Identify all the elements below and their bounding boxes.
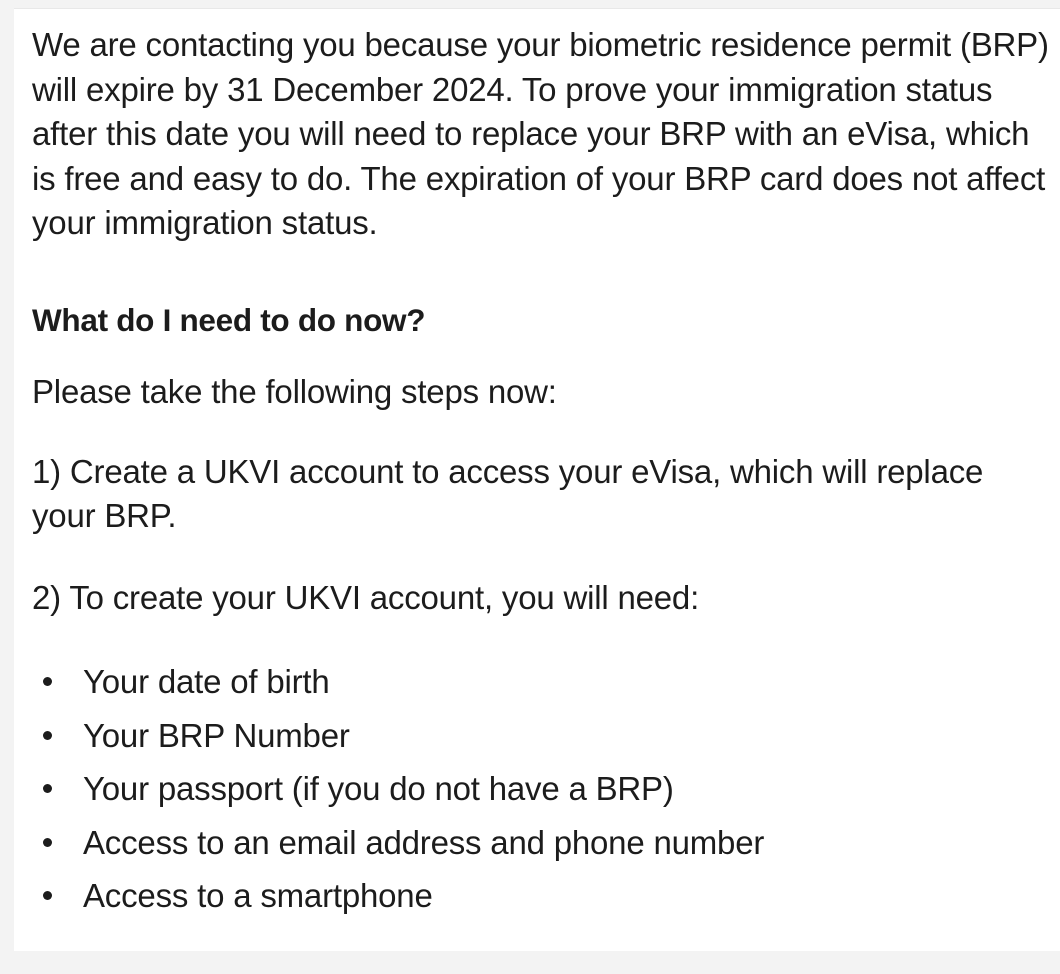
list-item-text: Access to a smartphone (83, 877, 433, 915)
list-item-text: Your passport (if you do not have a BRP) (83, 770, 674, 808)
intro-paragraph: We are contacting you because your biometric residence permit (BRP) will expire by 31 December 2024. To prove your immigration status after this date you will need to replace your BRP with an eVisa, which is free and easy to do. The expiration of your BRP card does not affect your immigration status. (32, 26, 1049, 242)
list-item (32, 714, 1052, 768)
email-content (32, 23, 1052, 928)
list-item-text: Access to an email address and phone number (83, 823, 765, 861)
email-body (14, 8, 1060, 951)
list-item (32, 767, 1052, 821)
bullet-icon (43, 784, 52, 793)
bullet-icon (43, 891, 52, 900)
bullet-icon (43, 731, 52, 740)
requirements-list (32, 660, 1052, 928)
list-item-text: Your BRP Number (83, 716, 350, 754)
list-item-text: Your date of birth (83, 663, 330, 701)
bullet-icon (43, 677, 52, 686)
list-item (32, 821, 1052, 875)
list-item (32, 660, 1052, 714)
list-item (32, 874, 1052, 928)
section-heading: What do I need to do now? (32, 301, 426, 338)
step-2: 2) To create your UKVI account, you will need: (32, 578, 700, 616)
bullet-icon (43, 838, 52, 847)
steps-intro: Please take the following steps now: (32, 372, 557, 410)
step-1: 1) Create a UKVI account to access your eVisa, which will replace your BRP. (32, 452, 984, 535)
